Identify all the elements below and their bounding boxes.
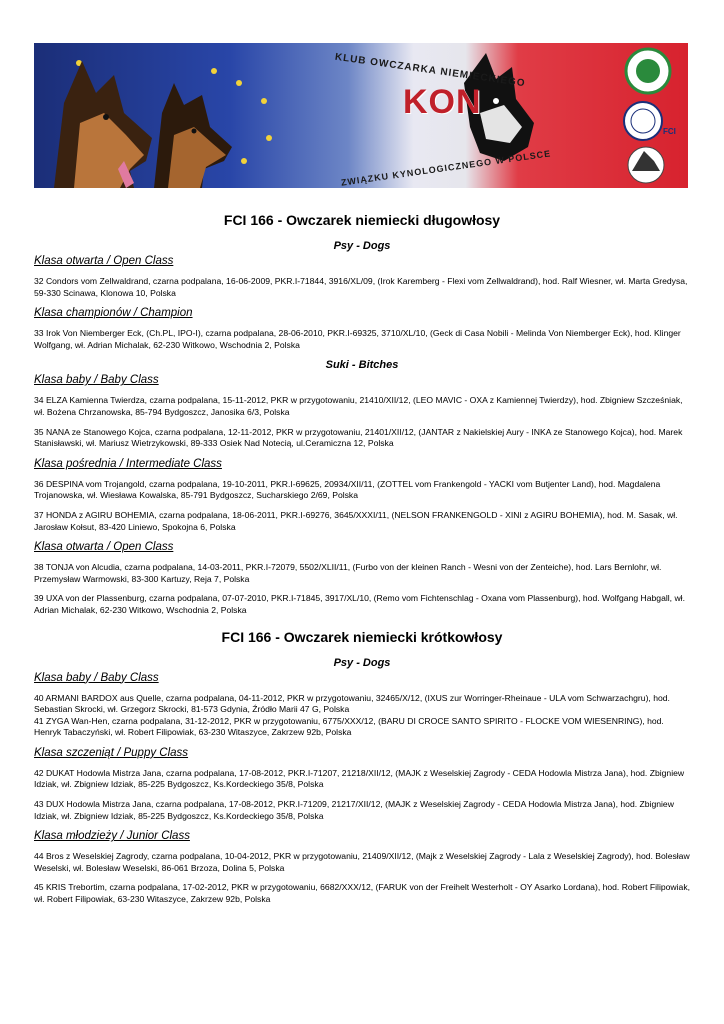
breed-title: FCI 166 - Owczarek niemiecki długowłosy <box>223 212 501 228</box>
club-abbreviation: KON <box>403 83 482 121</box>
catalog-content <box>34 200 690 914</box>
sex-heading: Psy - Dogs <box>333 240 391 252</box>
class-heading: Klasa baby / Baby Class <box>34 374 159 387</box>
club-name-top: KLUB OWCZARKA NIEMIECKIEGO <box>334 51 527 90</box>
header-banner <box>34 43 688 188</box>
dog-entry: 45 KRIS Trebortim, czarna podpalana, 17-02-2012, PKR w przygotowaniu, 6682/XXX/12, (FARUK von der Freihelt Westerholt - OY Asarko Lordana), hod. Robert Filipowiak, wł. Robert Filipowiak, 63-230 Witaszyce, Zakrzew 92b, Polska <box>34 882 691 905</box>
class-heading: Klasa otwarta / Open Class <box>34 541 174 554</box>
class-heading: Klasa championów / Champion <box>34 307 193 320</box>
dog-image-2 <box>154 83 232 188</box>
dog-entry: 36 DESPINA vom Trojangold, czarna podpalana, 19-10-2011, PKR.I-69625, 20934/XII/11, (ZOTTEL vom Frankengold - YACKI vom Butjenter Land), hod. Magdalena Trojanowska, wł. Wiesława Kowalska, 85-791 Bydgoszcz, Sucharskiego 2/69, Polska <box>34 478 661 501</box>
class-heading: Klasa szczeniąt / Puppy Class <box>34 746 189 759</box>
dog-entry: 35 NANA ze Stanowego Kojca, czarna podpalana, 12-11-2012, PKR w przygotowaniu, 21401/XII/12, (JANTAR z Nakielskiej Aury - INKA ze Stanowego Kojca), hod. Marek Stanisławski, wł. Mariusz Wietrzykowski, 89-333 Osiek Nad Notecią, ul.Ceramiczna 12, Polska <box>34 426 683 449</box>
dog-entry: 32 Condors vom Zellwaldrand, czarna podpalana, 16-06-2009, PKR.I-71844, 3916/XL/09, (Irok Karemberg - Flexi vom Zellwaldrand), hod. Ralf Wiesner, wł. Marta Gredysa, 59-330 Scinawa, Klonowa 10, Polska <box>34 276 688 298</box>
dog-entry: 43 DUX Hodowla Mistrza Jana, czarna podpalana, 17-08-2012, PKR.I-71209, 21217/XII/12, (MAJK z Weselskiej Zagrody - CEDA Hodowla Mistrza Jana), hod. Zbigniew Idziak, wł. Zbigniew Idziak, 85-225 Bydgoszcz, Ks.Kordeckiego 35/8, Polska <box>34 799 674 821</box>
dog-entry: 38 TONJA von Alcudia, czarna podpalana, 14-03-2011, PKR.I-72079, 5502/XLII/11, (Furbo von der kleinen Ranch - Wesni von der Zenteiche), hod. Lars Bernlohr, wł. Przemysław Warmowski, 83-300 Kartuzy, Reja 7, Polska <box>34 562 662 584</box>
club-name-bottom: ZWIĄZKU KYNOLOGICZNEGO W POLSCE <box>340 148 552 188</box>
class-heading: Klasa młodzieży / Junior Class <box>34 830 190 843</box>
class-heading: Klasa otwarta / Open Class <box>34 255 174 267</box>
dog-entry: 40 ARMANI BARDOX aus Quelle, czarna podpalana, 04-11-2012, PKR w przygotowaniu, 32465/X/12, (IXUS zur Worringer-Rheinaue - ULA vom Schwarzachgru), hod. Sebastian Skrocki, wł. Grzegorz Skrocki, 81-573 Gdynia, Źródło Marii 47 G, Polska <box>34 692 670 715</box>
dog-image <box>54 61 152 188</box>
dog-entry: 44 Bros z Weselskiej Zagrody, czarna podpalana, 10-04-2012, PKR w przygotowaniu, 21409/XII/12, (Majk z Weselskiej Zagrody - Lala z Weselskiej Zagrody), hod. Bolesław Weselski, wł. Bolesław Weselski, 86-061 Brzoza, Dolina 5, Polska <box>34 851 690 873</box>
dog-entry: 39 UXA von der Plassenburg, czarna podpalana, 07-07-2010, PKR.I-71845, 3917/XL/10, (Remo vom Fichtenschlag - Oxana vom Plassenburg), hod. Wolfgang Habgall, wł. Adrian Michalak, 62-230 Witkowo, Wschodnia 2, Polska <box>34 593 685 615</box>
sex-heading: Suki - Bitches <box>325 359 399 372</box>
badge-icons <box>624 49 670 183</box>
dog-entry: 37 HONDA z AGIRU BOHEMIA, czarna podpalana, 18-06-2011, PKR.I-69276, 3645/XXXI/11, (NELSON FRANKENGOLD - XINI z AGIRU BOHEMIA), hod. M. Sasak, wł. Jarosław Kołsut, 83-420 Liniewo, Spokojna 6, Polska <box>34 509 678 532</box>
class-heading: Klasa pośrednia / Intermediate Class <box>34 457 222 470</box>
dog-entry: 41 ZYGA Wan-Hen, czarna podpalana, 31-12-2012, PKR w przygotowaniu, 6775/XXX/12, (BARU DI CROCE SANTO SPIRITO - FLOCKE VOM WIESENRING), hod. Henryk Tabaczyński, wł. Robert Filipowiak, 63-230 Witaszyce, Zakrzew 92b, Polska <box>34 715 664 738</box>
fci-badge-label: FCI <box>663 127 676 136</box>
dog-entry: 42 DUKAT Hodowla Mistrza Jana, czarna podpalana, 17-08-2012, PKR.I-71207, 21218/XII/12, (MAJK z Weselskiej Zagrody - CEDA Hodowla Mistrza Jana), hod. Zbigniew Idziak, wł. Zbigniew Idziak, 85-225 Bydgoszcz, Ks.Kordeckiego 35/8, Polska <box>34 767 685 790</box>
dog-entry: 33 Irok Von Niemberger Eck, (Ch.PL, IPO-I), czarna podpalana, 28-06-2010, PKR.I-69325, 3710/XL/10, (Geck di Casa Nobili - Melinda Von Niemberger Eck), hod. Klinger Wolfgang, wł. Adrian Michalak, 62-230 Witkowo, Wschodnia 2, Polska <box>34 328 681 350</box>
sex-heading: Psy - Dogs <box>333 656 391 669</box>
class-heading: Klasa baby / Baby Class <box>34 671 159 684</box>
breed-title: FCI 166 - Owczarek niemiecki krótkowłosy <box>221 628 503 645</box>
dog-entry: 34 ELZA Kamienna Twierdza, czarna podpalana, 15-11-2012, PKR w przygotowaniu, 21410/XII/12, (LEO MAVIC - OXA z Kamiennej Twierdzy), hod. Zbigniew Szcześniak, wł. Bożena Chrzanowska, 85-794 Bydgoszcz, Janosika 6/3, Polska <box>34 395 683 417</box>
